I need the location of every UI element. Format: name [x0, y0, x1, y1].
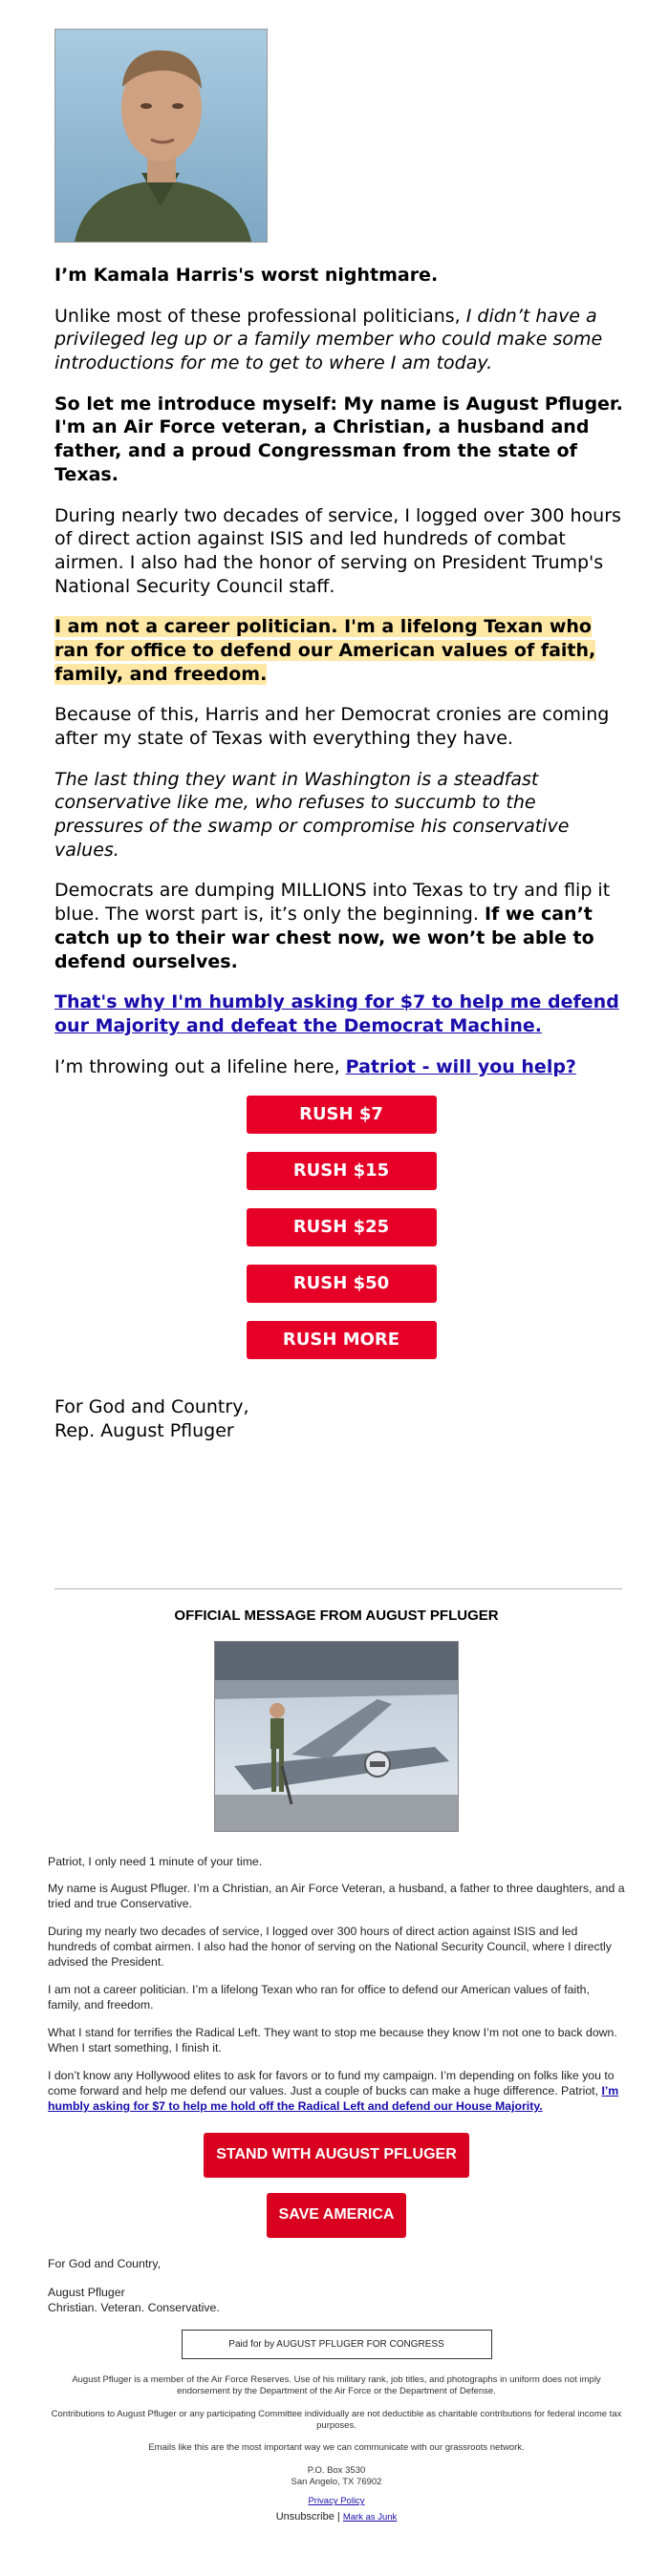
- rush-25-button[interactable]: RUSH $25: [247, 1208, 437, 1246]
- footer-ask-text: I don’t know any Hollywood elites to ask for favors or to fund my campaign. I’m depending on folks like you to come forward and help me defend our values. Just a couple of bucks can make a huge difference. Patriot,: [48, 2069, 615, 2098]
- mark-as-junk-link[interactable]: Mark as Junk: [342, 2511, 398, 2523]
- millions-paragraph: [54, 879, 628, 973]
- footer-paragraph-6: [48, 2069, 625, 2115]
- footer-sig-line-3: Christian. Veteran. Conservative.: [48, 2300, 220, 2314]
- footer-paragraph-3: During my nearly two decades of service, I logged over 300 hours of direct action against ISIS and led hundreds of combat airmen. I also had the honor of serving on the National Security Council, where I directly advised the President.: [48, 1925, 612, 1969]
- rush-50-button[interactable]: RUSH $50: [247, 1265, 437, 1303]
- service-paragraph: During nearly two decades of service, I logged over 300 hours of direct action against ISIS and led hundreds of combat airmen. I also had the honor of serving on President Trump's National Security Council staff.: [54, 504, 621, 597]
- lifeline-text: I’m throwing out a lifeline here,: [54, 1055, 346, 1077]
- signature: [54, 1395, 628, 1442]
- ask-paragraph: [54, 990, 628, 1037]
- rush-15-button[interactable]: RUSH $15: [247, 1152, 437, 1190]
- privacy-row: [48, 2496, 625, 2507]
- stand-with-button[interactable]: STAND WITH AUGUST PFLUGER: [204, 2133, 469, 2178]
- lifeline-paragraph: [54, 1055, 628, 1079]
- footer-paragraph-5: What I stand for terrifies the Radical Left. They want to stop me because they know I’m not one to back down. When I start something, I finish it.: [48, 2026, 617, 2055]
- millions-text: Democrats are dumping MILLIONS into Texas to try and flip it blue. The worst part is, it’s only the beginning.: [54, 880, 611, 926]
- mailing-address: [48, 2465, 625, 2489]
- intro-italic-text: I didn’t have a privileged leg up or a family member who could make some introductions for me to get to where I am today.: [54, 305, 603, 374]
- rush-more-button[interactable]: RUSH MORE: [247, 1321, 437, 1359]
- highlight-paragraph: [54, 615, 628, 686]
- donate-buttons: [54, 1096, 628, 1359]
- intro-paragraph: [54, 305, 628, 375]
- section-divider: [54, 1588, 622, 1589]
- separator: |: [334, 2510, 343, 2523]
- portrait-photo: [54, 29, 268, 243]
- harris-paragraph: Because of this, Harris and her Democrat cronies are coming after my state of Texas with everything they have.: [54, 704, 610, 749]
- disclaimer-tax: Contributions to August Pfluger or any participating Committee individually are not deductible as charitable contributions for federal income tax purposes.: [51, 2408, 622, 2431]
- save-america-button[interactable]: SAVE AMERICA: [267, 2193, 407, 2238]
- footer-paragraph-4: I am not a career politician. I’m a lifelong Texan who ran for office to defend our American values of faith, family, and freedom.: [48, 1983, 590, 2012]
- privacy-policy-link[interactable]: Privacy Policy: [308, 2496, 365, 2507]
- footer-paragraph-1: Patriot, I only need 1 minute of your time.: [48, 1854, 263, 1868]
- email-body: [54, 29, 628, 1443]
- unsubscribe-text[interactable]: Unsubscribe: [275, 2510, 334, 2523]
- footer-message: [48, 1607, 625, 2523]
- unsubscribe-row: [48, 2510, 625, 2523]
- address-line-1: P.O. Box 3530: [307, 2464, 366, 2476]
- donate-ask-link[interactable]: That's why I'm humbly asking for $7 to help me defend our Majority and defeat the Democrat Machine.: [54, 991, 619, 1036]
- paid-for-box: Paid for by AUGUST PFLUGER FOR CONGRESS: [182, 2330, 492, 2359]
- signature-line-2: Rep. August Pfluger: [54, 1419, 234, 1441]
- patriot-help-link[interactable]: Patriot - will you help?: [345, 1055, 576, 1077]
- footer-sig-line-1: For God and Country,: [48, 2256, 162, 2270]
- highlighted-text: I am not a career politician. I'm a lifelong Texan who ran for office to defend our American values of faith, family, and freedom.: [54, 616, 596, 685]
- headline: I’m Kamala Harris's worst nightmare.: [54, 265, 439, 286]
- signature-line-1: For God and Country,: [54, 1396, 249, 1418]
- war-chest-text: If we can’t catch up to their war chest now, we won’t be able to defend ourselves.: [54, 904, 594, 972]
- washington-paragraph: The last thing they want in Washington is a steadfast conservative like me, who refuses to succumb to the pressures of the swamp or compromise his conservative values.: [54, 768, 570, 861]
- disclaimer-emails: Emails like this are the most important way we can communicate with our grassroots network.: [148, 2442, 525, 2454]
- footer-title: OFFICIAL MESSAGE FROM AUGUST PFLUGER: [174, 1607, 499, 1624]
- footer-signature: [48, 2257, 625, 2316]
- address-line-2: San Angelo, TX 76902: [291, 2476, 382, 2487]
- footer-donate-link[interactable]: I’m humbly asking for $7 to help me hold off the Radical Left and defend our House Majority.: [48, 2084, 619, 2114]
- footer-sig-line-2: August Pfluger: [48, 2285, 125, 2299]
- introduction-paragraph: So let me introduce myself: My name is August Pfluger. I'm an Air Force veteran, a Christian, a husband and father, and a proud Congressman from the state of Texas.: [54, 393, 623, 485]
- footer-paragraph-2: My name is August Pfluger. I’m a Christian, an Air Force Veteran, a husband, a father to three daughters, and a tried and true Conservative.: [48, 1882, 625, 1911]
- disclaimer-military: August Pfluger is a member of the Air Force Reserves. Use of his military rank, job titles, and photographs in uniform does not imply endorsement by the Department of the Air Force or the Department of Defense.: [72, 2374, 601, 2397]
- jet-photo: [214, 1641, 459, 1832]
- rush-7-button[interactable]: RUSH $7: [247, 1096, 437, 1134]
- intro-text: Unlike most of these professional politicians,: [54, 305, 466, 327]
